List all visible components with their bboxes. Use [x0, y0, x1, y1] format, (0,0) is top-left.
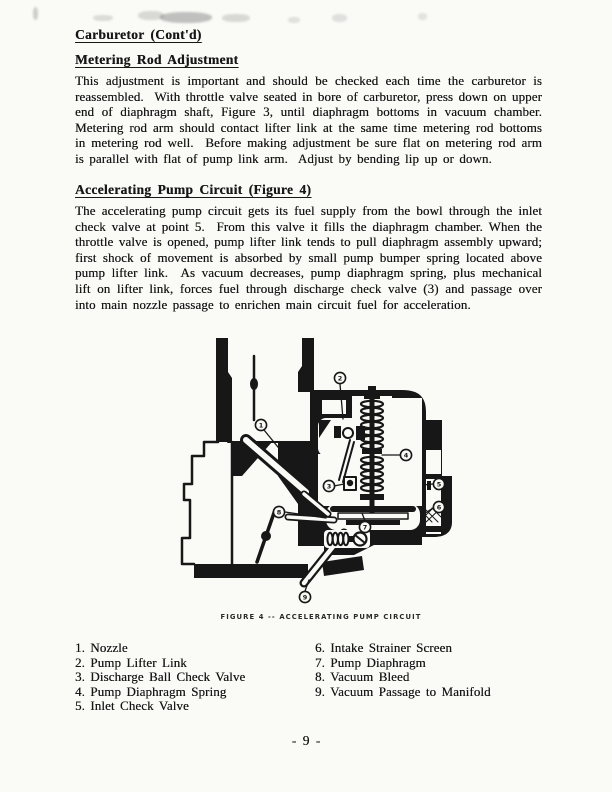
callout-4-diaphragm-spring: 4 — [403, 451, 409, 460]
callout-3-discharge-valve: 3 — [326, 482, 332, 491]
legend-column-2 — [315, 641, 555, 699]
callout-5-inlet-check-valve: 5 — [436, 480, 442, 489]
scan-artifact — [160, 12, 212, 23]
callout-7-pump-diaphragm: 7 — [362, 523, 368, 532]
scan-artifact — [138, 11, 164, 20]
scan-artifact — [332, 14, 347, 22]
scan-artifact — [222, 14, 250, 22]
legend-item: 6. Intake Strainer Screen — [315, 640, 453, 655]
legend-item: 5. Inlet Check Valve — [75, 698, 189, 714]
callout-6-strainer-screen: 6 — [436, 503, 442, 512]
scan-artifact — [33, 7, 38, 20]
legend-item: 9. Vacuum Passage to Manifold — [315, 683, 491, 699]
callout-2-pump-lifter-link: 2 — [337, 374, 343, 383]
figure-caption: FIGURE 4 -- ACCELERATING PUMP CIRCUIT — [220, 613, 422, 621]
legend-item: 4. Pump Diaphragm Spring — [75, 683, 227, 699]
scan-artifact — [93, 15, 113, 21]
figure-4 — [176, 334, 466, 609]
section-heading-accelerating-pump: Accelerating Pump Circuit (Figure 4) — [75, 182, 312, 197]
scan-artifact — [288, 17, 300, 23]
legend-column-1 — [75, 641, 310, 714]
callout-9-vacuum-passage: 9 — [302, 593, 308, 602]
section-body-accelerating-pump: The accelerating pump circuit gets its fuel supply from the bowl through the inlet check valve at point 5. From this valve it fills the diaphragm chamber. When the throttle valve is opened, pump lifter link tends to pull diaphragm assembly upward; first shock of movement is absorbed by small pump bumper spring located above pump lifter link. As vacuum decreases, pump diaphragm spring, plus mechanical lift on lifter link, forces fuel through discharge check valve (3) and passage over into main nozzle passage to enrichen main circuit fuel for acceleration. — [75, 203, 548, 312]
legend-item: 8. Vacuum Bleed — [315, 669, 410, 685]
section-body-metering-rod: This adjustment is important and should be checked each time the carburetor is reassembled. With throttle valve seated in bore of carburetor, press down on upper end of diaphragm shaft, Figure 3, until diaphragm bottoms in vacuum chamber. Metering rod arm should contact lifter link at the same time metering rod bottoms in metering rod well. Before making adjustment be sure flat on metering rod arm is parallel with flat of pump link arm. Adjust by bending lip up or down. — [75, 73, 553, 166]
legend-item: 2. Pump Lifter Link — [75, 654, 187, 670]
scan-artifact — [418, 13, 427, 20]
carburetor-cross-section-diagram — [176, 334, 466, 609]
section-heading-metering-rod: Metering Rod Adjustment — [75, 52, 239, 67]
legend-item: 1. Nozzle — [75, 640, 128, 655]
legend-item: 7. Pump Diaphragm — [315, 654, 426, 670]
page-title: Carburetor (Cont'd) — [75, 27, 202, 42]
legend-item: 3. Discharge Ball Check Valve — [75, 669, 246, 685]
page-number: - 9 - — [291, 733, 321, 748]
callout-1-nozzle: 1 — [258, 421, 264, 430]
callout-8-vacuum-bleed: 8 — [276, 508, 282, 517]
